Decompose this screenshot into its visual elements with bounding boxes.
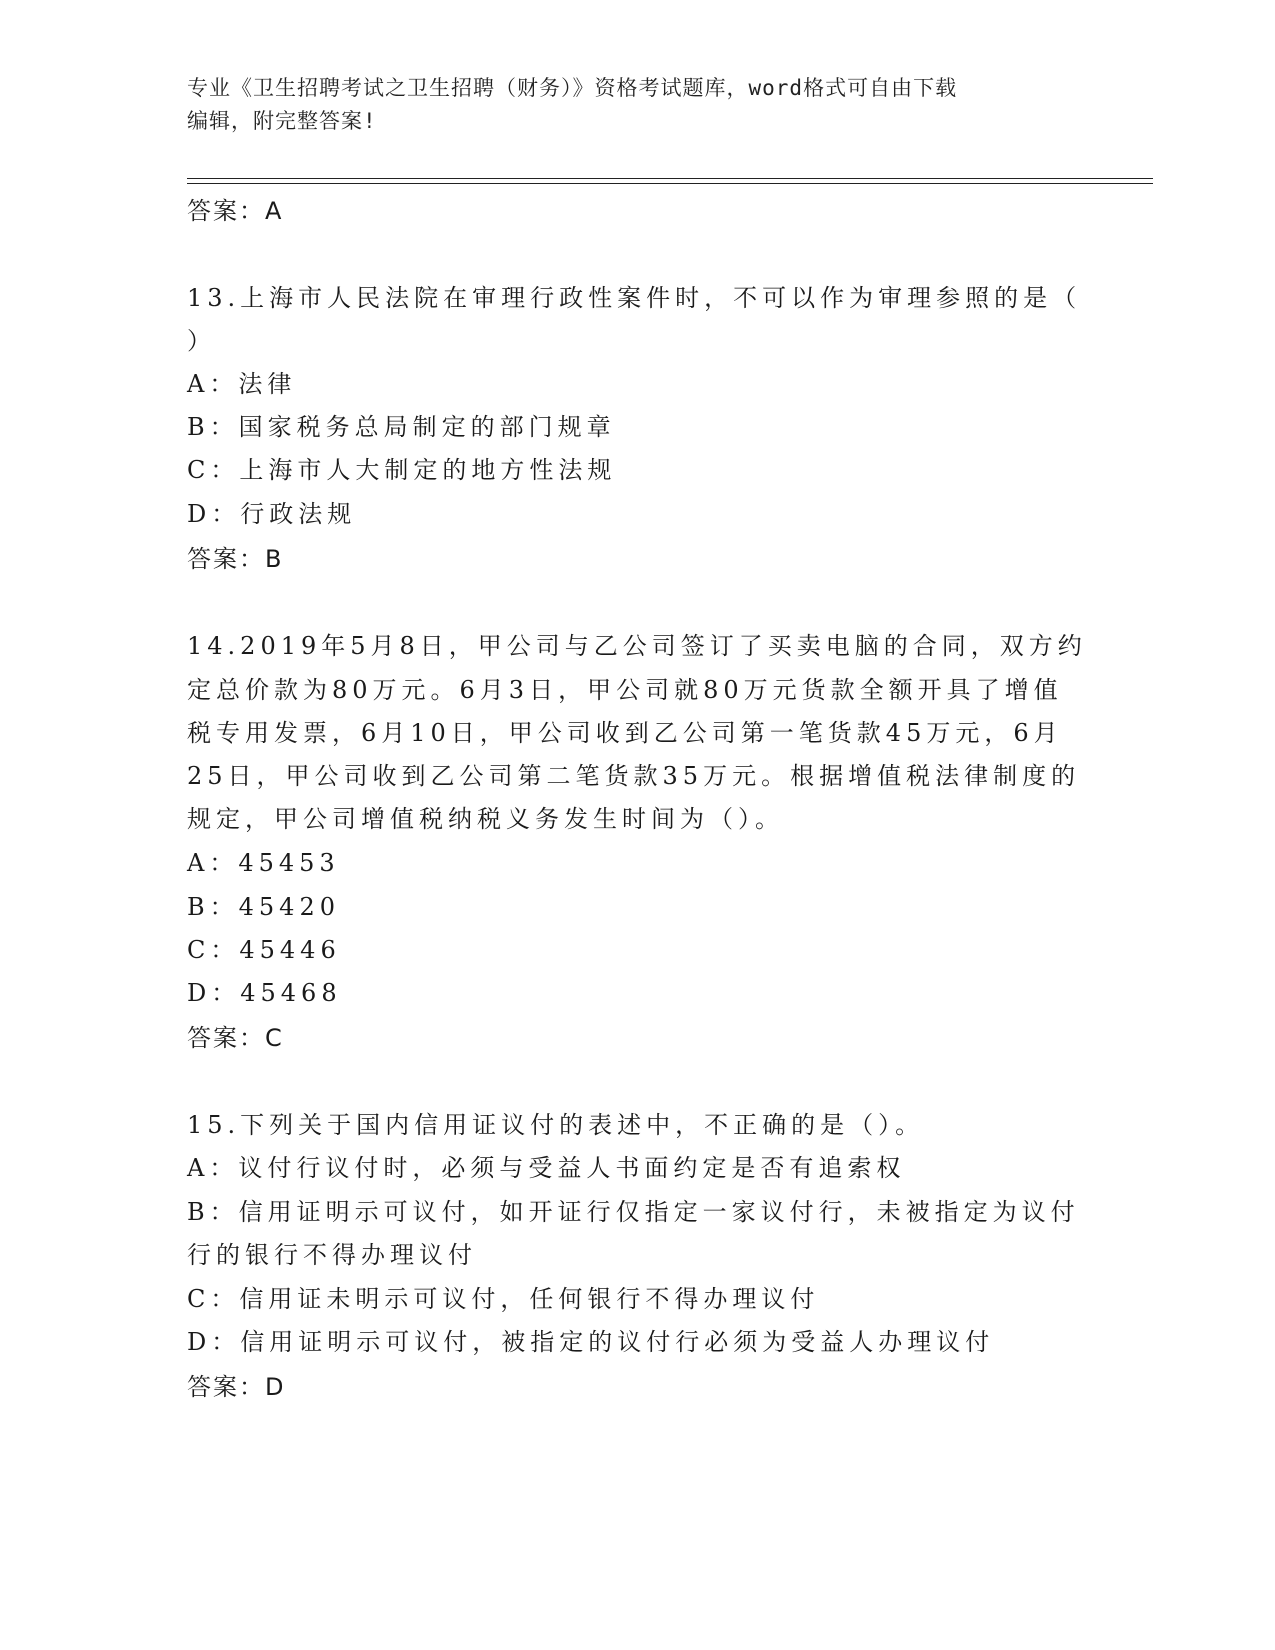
question-line: 15.下列关于国内信用证议付的表述中，不正确的是（）。 (187, 1111, 925, 1139)
question-line: 规定，甲公司增值税纳税义务发生时间为（）。 (187, 805, 784, 833)
option-line: D：45468 (187, 979, 342, 1007)
question-line: 税专用发票，6月10日，甲公司收到乙公司第一笔货款45万元，6月 (187, 719, 1063, 747)
option-line: D：行政法规 (187, 500, 357, 528)
option-line: C：45446 (187, 936, 341, 964)
header-line-2: 编辑，附完整答案! (187, 109, 377, 133)
answer-line: 答案：A (187, 197, 284, 225)
option-line: 行的银行不得办理议付 (187, 1241, 477, 1269)
question-line: 13.上海市人民法院在审理行政性案件时，不可以作为审理参照的是（ (187, 284, 1082, 312)
option-line: C：上海市人大制定的地方性法规 (187, 456, 617, 484)
option-line: B：信用证明示可议付，如开证行仅指定一家议付行，未被指定为议付 (187, 1198, 1080, 1226)
option-line: A：45453 (187, 849, 340, 877)
option-line: B：国家税务总局制定的部门规章 (187, 413, 616, 441)
answer-line: 答案：B (187, 545, 284, 573)
question-line: 定总价款为80万元。6月3日，甲公司就80万元货款全额开具了增值 (187, 676, 1063, 704)
option-line: D：信用证明示可议付，被指定的议付行必须为受益人办理议付 (187, 1328, 995, 1356)
question-line: ） (187, 327, 216, 355)
option-line: A：法律 (187, 370, 297, 398)
answer-line: 答案：C (187, 1024, 284, 1052)
option-line: A：议付行议付时，必须与受益人书面约定是否有追索权 (187, 1154, 906, 1182)
header-rule-thin (187, 183, 1153, 184)
option-line: C：信用证未明示可议付，任何银行不得办理议付 (187, 1285, 820, 1313)
header-line-1: 专业《卫生招聘考试之卫生招聘（财务）》资格考试题库，word格式可自由下载 (187, 76, 958, 100)
answer-line: 答案：D (187, 1373, 286, 1401)
option-line: B：45420 (187, 893, 340, 921)
header-rule-thick (187, 178, 1153, 179)
question-line: 14.2019年5月8日，甲公司与乙公司签订了买卖电脑的合同，双方约 (187, 632, 1087, 660)
question-line: 25日，甲公司收到乙公司第二笔货款35万元。根据增值税法律制度的 (187, 762, 1081, 790)
page-header (187, 72, 1067, 138)
